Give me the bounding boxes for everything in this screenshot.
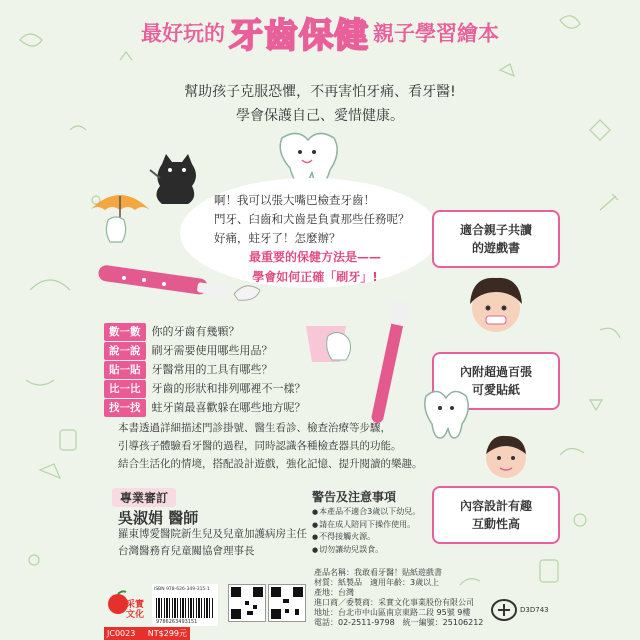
feature-box-1 [432, 210, 560, 268]
publisher-name-line: 文化 [126, 610, 145, 620]
speech-line: 啊！我可以張大嘴巴檢查牙齒！ [214, 193, 375, 207]
question-row [104, 380, 306, 398]
reviewer-titles [118, 526, 307, 560]
tooth-cup-icon [300, 318, 360, 368]
question-label: 說一說 [104, 342, 146, 360]
black-cat-icon [148, 150, 204, 208]
qr-code-icon [228, 584, 266, 622]
question-text: 牙齒的形狀和排列哪裡不一樣？ [151, 382, 306, 395]
title-prefix: 最好玩的 [141, 21, 225, 46]
qr-code-icon [268, 584, 306, 622]
info-line: 產品名稱：我敢看牙醫！貼紙遊戲書 [314, 568, 442, 577]
warning-item: ● 請在成人陪同下操作使用。 [312, 519, 420, 532]
warning-item: ● 切勿讓幼兒誤食。 [312, 544, 420, 557]
barcode-number: 9786263493151 [156, 619, 198, 625]
girl-face-icon [460, 274, 532, 342]
intro-text [0, 80, 640, 128]
product-code: JC0023 [107, 629, 136, 638]
publisher-name-line: 采實 [126, 600, 145, 610]
question-label: 找一找 [104, 399, 146, 417]
description-line: 結合生活化的情境，搭配設計遊戲，強化記憶、提升閱讀的樂趣。 [118, 458, 423, 470]
speech-line: 好痛，蛀牙了！怎麼辦？ [214, 231, 341, 245]
title-suffix: 親子學習繪本 [373, 21, 499, 46]
key-line: 最重要的保健方法是—— [248, 250, 381, 264]
key-line: 學會如何正確「刷牙」! [252, 270, 378, 284]
question-row [104, 361, 273, 379]
warning-item: ● 不得接觸火源。 [312, 531, 420, 544]
price-bar [104, 627, 190, 640]
toothbrush-vertical-icon [362, 298, 416, 430]
isbn-text: ISBN 978-626-349-315-1 [154, 587, 210, 592]
intro-line: 幫助孩子克服恐懼，不再害怕牙痛、看牙醫! [184, 84, 456, 100]
question-label: 比一比 [104, 380, 146, 398]
title-highlight: 牙齒保健 [229, 16, 369, 56]
question-row [104, 342, 273, 360]
certification-code: D3D743 [520, 606, 549, 614]
feature-line: 適合親子共讀 [459, 223, 532, 237]
umbrella-icon [86, 186, 156, 250]
feature-line: 可愛貼紙 [471, 383, 520, 397]
feature-line: 互動性高 [471, 517, 520, 531]
review-label: 專業審訂 [112, 488, 176, 507]
question-text: 你的牙齒有幾顆？ [151, 325, 240, 338]
certification-icon [490, 598, 518, 622]
question-row [104, 323, 240, 341]
warning-list [312, 506, 420, 556]
info-line: 產地：台灣 [314, 588, 354, 597]
warning-item: ● 本產品不適合3歲以下幼兒。 [312, 506, 420, 519]
question-text: 蛀牙菌最喜歡躲在哪些地方呢？ [151, 401, 306, 414]
warning-title: 警告及注意事項 [312, 490, 397, 504]
barcode [152, 584, 218, 626]
reviewer-title-line: 羅東博愛醫院新生兒及兒童加護病房主任 [118, 528, 307, 540]
speech-line: 門牙、臼齒和犬齒是負責那些任務呢？ [214, 212, 410, 226]
feature-line: 內容設計有趣 [459, 499, 532, 513]
question-text: 刷牙需要使用哪些用品？ [151, 344, 273, 357]
feature-line: 的遊戲書 [471, 241, 520, 255]
question-row [104, 399, 306, 417]
intro-line: 學會保護自己、愛惜健康。 [236, 108, 404, 124]
info-line: 地址：台北市中山區南京東路二段 95號 9樓 [314, 608, 471, 617]
question-label: 數一數 [104, 323, 146, 341]
info-line: 進口商／委製商：采實文化事業股份有限公司 [314, 598, 474, 607]
speech-text [214, 191, 454, 248]
info-line: 材質：紙製品 適用年齡：3歲以上 [314, 578, 440, 587]
description-line: 本書透過詳細描述門診掛號、醫生看診、檢查治療等步驟， [118, 422, 391, 434]
reviewer-title-line: 台灣醫務育兒童關協會理事長 [118, 545, 255, 557]
barcode-bars [156, 598, 214, 618]
description-line: 引導孩子體驗看牙醫的過程，同時認識各種檢查器具的功能。 [118, 440, 402, 452]
feature-box-3 [432, 486, 560, 544]
publisher-name [126, 600, 144, 620]
question-label: 貼一貼 [104, 361, 146, 379]
reviewer-name: 吳淑娟 醫師 [118, 509, 199, 527]
product-info [314, 568, 483, 628]
key-message [210, 247, 420, 287]
cover-title [0, 8, 640, 57]
description [118, 419, 528, 473]
feature-line: 內附超過百張 [459, 365, 532, 379]
price: NT$299元 [147, 629, 187, 638]
info-line: 電話：02-2511-9798 統一編號：25106212 [314, 618, 484, 627]
question-text: 牙醫常用的工具有哪些？ [151, 363, 273, 376]
